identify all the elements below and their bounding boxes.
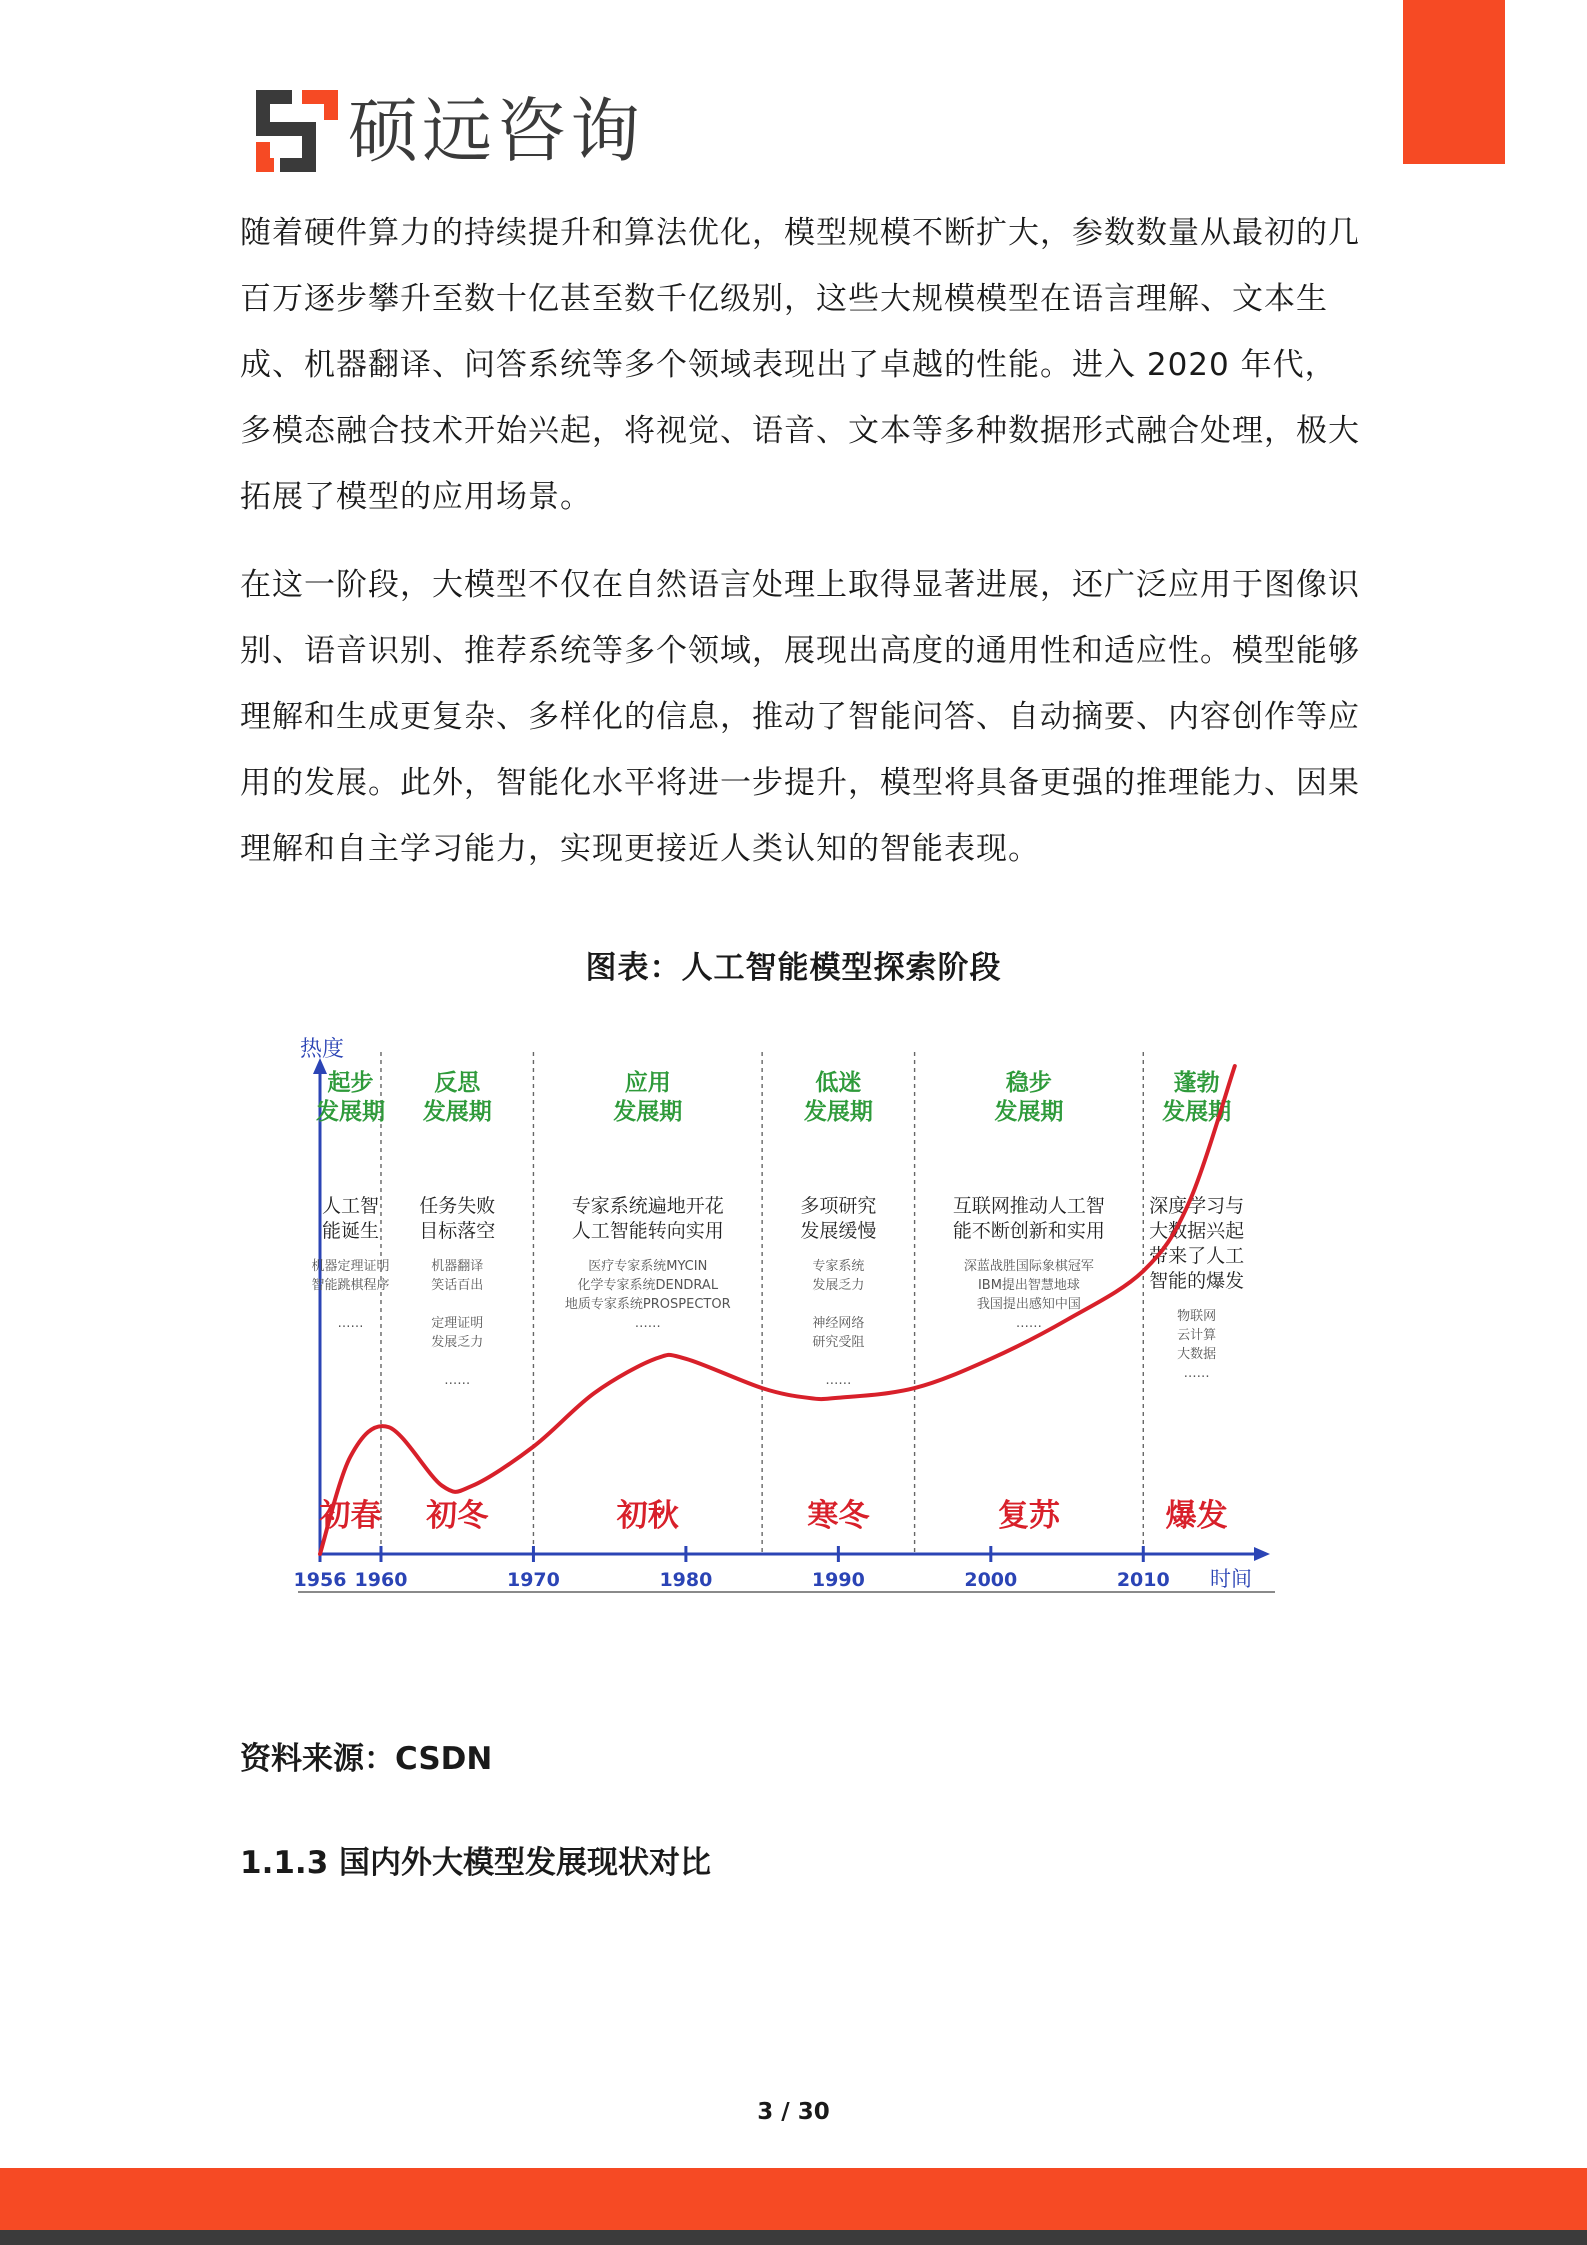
footer-bar xyxy=(0,2168,1587,2230)
phase-detail: 深蓝战胜国际象棋冠军 xyxy=(963,1259,1094,1274)
x-tick-label: 1980 xyxy=(659,1569,713,1591)
phase-detail: …… xyxy=(1015,1316,1042,1331)
x-tick-label: 1970 xyxy=(506,1569,560,1591)
brand-logo xyxy=(256,86,644,176)
x-axis-label: 时间 xyxy=(1210,1567,1252,1591)
phase-name: 起步 xyxy=(327,1070,374,1096)
phase-headline: 能诞生 xyxy=(321,1220,379,1242)
phase-name: 发展期 xyxy=(994,1099,1064,1125)
phase-season-label: 爆发 xyxy=(1165,1498,1228,1534)
phase-headline: 目标落空 xyxy=(419,1220,496,1242)
ai-history-chart xyxy=(290,1030,1280,1600)
brand-name: 硕远咨询 xyxy=(348,90,644,172)
phase-detail: 我国提出感知中国 xyxy=(976,1297,1081,1312)
phase-name: 低迷 xyxy=(815,1070,862,1096)
phase-name: 反思 xyxy=(434,1070,481,1096)
phase-detail: …… xyxy=(825,1373,852,1388)
phase-season-label: 初冬 xyxy=(426,1498,489,1534)
phase-detail: 研究受阻 xyxy=(812,1335,865,1350)
phase-detail: 地质专家系统PROSPECTOR xyxy=(564,1297,731,1312)
brand-logo-mark-icon xyxy=(256,90,338,172)
phase-detail: 物联网 xyxy=(1177,1309,1217,1324)
phase-detail: 笑话百出 xyxy=(431,1278,484,1293)
phase-detail: …… xyxy=(1183,1366,1210,1381)
x-tick-label: 1990 xyxy=(811,1569,865,1591)
phase-detail: 化学专家系统DENDRAL xyxy=(577,1278,719,1293)
phase-detail: 神经网络 xyxy=(812,1316,865,1331)
phase-detail: …… xyxy=(337,1316,364,1331)
y-axis-label: 热度 xyxy=(300,1037,345,1062)
phase-detail: 大数据 xyxy=(1177,1347,1217,1362)
phase-season-label: 复苏 xyxy=(997,1498,1060,1534)
phase-headline: 多项研究 xyxy=(800,1195,877,1217)
phase-name: 发展期 xyxy=(422,1099,492,1125)
phase-headline: 能不断创新和实用 xyxy=(952,1220,1105,1242)
phase-detail: 智能跳棋程序 xyxy=(311,1278,390,1293)
phase-detail: …… xyxy=(444,1373,471,1388)
x-tick-label: 1956 xyxy=(293,1569,347,1591)
figure-title: 图表：人工智能模型探索阶段 xyxy=(585,950,1002,986)
x-tick-label: 2010 xyxy=(1116,1569,1170,1591)
phase-headline: 智能的爆发 xyxy=(1149,1270,1245,1292)
paragraph: 随着硬件算力的持续提升和算法优化，模型规模不断扩大，参数数量从最初的几百万逐步攀升至数十亿甚至数千亿级别，这些大规模模型在语言理解、文本生成、机器翻译、问答系统等多个领域表现出了卓越的性能。进入 2020 年代，多模态融合技术开始兴起，将视觉、语音、文本等多种数据形式融合处理，极大拓展了模型的应用场景。 xyxy=(240,215,1360,515)
phase-season-label: 初春 xyxy=(319,1498,382,1534)
paragraph: 在这一阶段，大模型不仅在自然语言处理上取得显著进展，还广泛应用于图像识别、语音识别、推荐系统等多个领域，展现出高度的通用性和适应性。模型能够理解和生成更复杂、多样化的信息，推动了智能问答、自动摘要、内容创作等应用的发展。此外，智能化水平将进一步提升，模型将具备更强的推理能力、因果理解和自主学习能力，实现更接近人类认知的智能表现。 xyxy=(240,567,1360,867)
phase-name: 蓬勃 xyxy=(1173,1070,1220,1096)
x-tick-label: 2000 xyxy=(964,1569,1018,1591)
section-heading: 1.1.3 国内外大模型发展现状对比 xyxy=(240,1845,712,1881)
phase-headline: 互联网推动人工智 xyxy=(952,1195,1105,1217)
phase-name: 稳步 xyxy=(1005,1070,1052,1096)
phase-detail: 云计算 xyxy=(1177,1328,1217,1343)
popularity-curve xyxy=(320,1066,1235,1554)
phase-headline: 专家系统遍地开花 xyxy=(571,1195,724,1217)
source-note: 资料来源：CSDN xyxy=(240,1741,493,1777)
phase-headline: 大数据兴起 xyxy=(1149,1220,1245,1242)
phase-name: 发展期 xyxy=(803,1099,873,1125)
phase-detail: 专家系统 xyxy=(812,1259,865,1274)
phase-detail: 医疗专家系统MYCIN xyxy=(588,1259,708,1274)
phase-season-label: 初秋 xyxy=(616,1498,679,1534)
phase-headline: 人工智 xyxy=(321,1195,379,1217)
phase-headline: 任务失败 xyxy=(419,1195,496,1217)
footer-strip xyxy=(0,2230,1587,2245)
phase-detail: 机器翻译 xyxy=(431,1259,484,1274)
corner-accent-tab xyxy=(1403,0,1505,164)
phase-detail: 定理证明 xyxy=(431,1316,484,1331)
phase-headline: 深度学习与 xyxy=(1149,1195,1245,1217)
phase-detail: IBM提出智慧地球 xyxy=(977,1278,1080,1293)
body-text xyxy=(240,200,1360,882)
x-axis-arrow-icon xyxy=(1254,1547,1270,1561)
phase-headline: 发展缓慢 xyxy=(800,1220,877,1242)
page-number: 3 / 30 xyxy=(757,2099,830,2125)
phase-name: 发展期 xyxy=(315,1099,385,1125)
phase-detail: 发展乏力 xyxy=(812,1278,865,1293)
phase-name: 发展期 xyxy=(1162,1099,1232,1125)
phase-headline: 人工智能转向实用 xyxy=(571,1220,724,1242)
phase-detail: …… xyxy=(634,1316,661,1331)
phase-name: 发展期 xyxy=(613,1099,683,1125)
phase-name: 应用 xyxy=(624,1070,671,1096)
x-tick-label: 1960 xyxy=(354,1569,408,1591)
phase-detail: 机器定理证明 xyxy=(311,1259,390,1274)
phase-detail: 发展乏力 xyxy=(431,1335,484,1350)
phase-headline: 带来了人工 xyxy=(1149,1245,1245,1267)
phase-season-label: 寒冬 xyxy=(807,1498,870,1534)
